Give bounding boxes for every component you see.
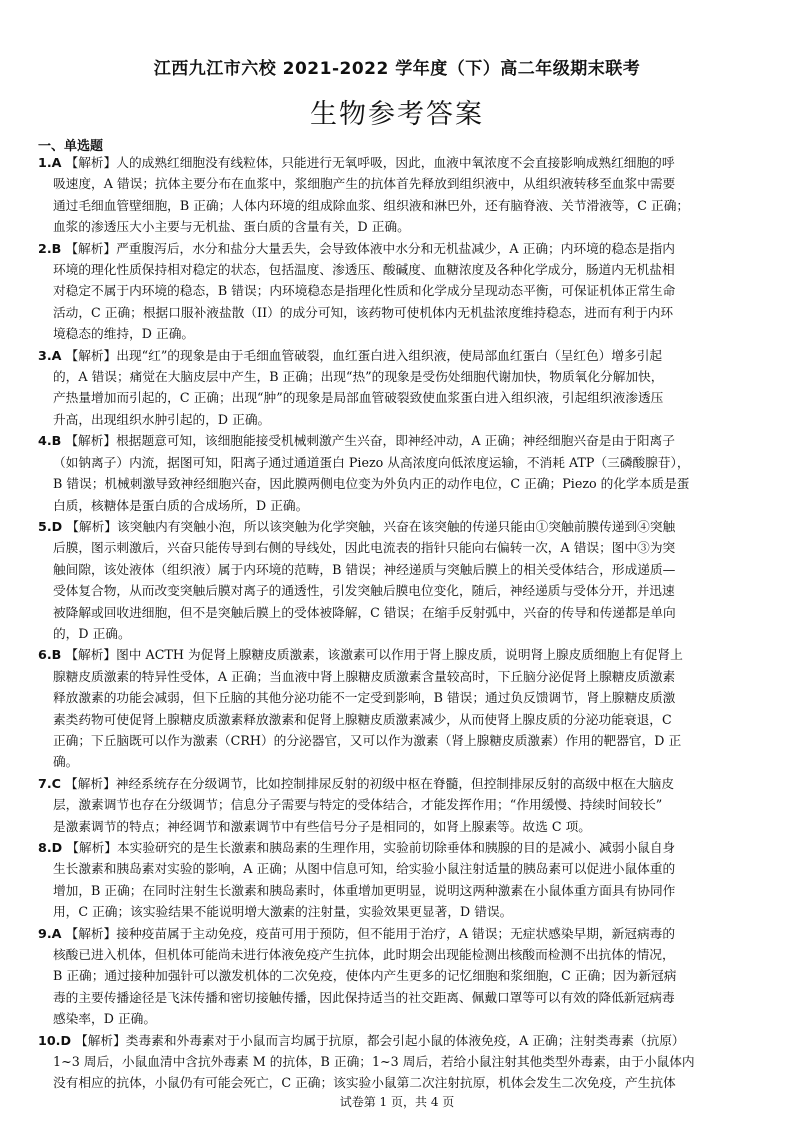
answer-line xyxy=(38,323,760,344)
answer-line xyxy=(38,195,760,216)
answer-text: 通过毛细血管壁细胞，B 正确；人体内环境的组成除血浆、组织液和淋巴外，还有脑脊液、关节滑液等，C 正确； xyxy=(53,197,690,213)
answer-item xyxy=(38,923,760,1030)
answer-line xyxy=(38,345,760,366)
answer-line xyxy=(38,687,760,708)
answer-text: 【解析】图中 ACTH 为促肾上腺糖皮质激素，该激素可以作用于肾上腺皮质，说明肾上腺皮质细胞上有促肾上 xyxy=(65,647,683,663)
answer-text: 【解析】本实验研究的是生长激素和胰岛素的生理作用，实验前切除垂体和胰腺的目的是减小、减弱小鼠自身 xyxy=(66,840,676,855)
answer-item xyxy=(38,152,760,238)
answer-line xyxy=(38,858,760,879)
answer-line xyxy=(38,623,760,644)
answer-line xyxy=(38,238,760,259)
document-title: 生物参考答案 xyxy=(310,99,484,130)
answer-item xyxy=(38,837,760,923)
answer-text: 环境的理化性质保持相对稳定的状态，包括温度、渗透压、酸碱度、血糖浓度及各种化学成分，肠道内无机盐相 xyxy=(53,262,675,278)
answer-line xyxy=(38,816,760,837)
answer-line xyxy=(38,1051,760,1072)
answer-text: 增加，B 正确；在同时注射生长激素和胰岛素时，体重增加更明显，说明这两种激素在小鼠体重方面具有协同作 xyxy=(53,882,676,898)
answer-line xyxy=(38,216,760,237)
answer-line xyxy=(38,987,760,1008)
answer-number: 2.B xyxy=(38,240,62,256)
answer-line xyxy=(38,259,760,280)
answer-text: B 错误；机械刺激导致神经细胞兴奋，因此膜两侧电位变为外负内正的动作电位，C 正确；Piezo 的化学本质是蛋 xyxy=(53,476,690,492)
answer-item xyxy=(38,430,760,516)
answer-line xyxy=(38,730,760,751)
answer-line xyxy=(38,537,760,558)
answer-text: 释放激素的功能会减弱，但下丘脑的其他分泌功能不一定受到影响，B 错误；通过负反馈调节，肾上腺糖皮质激 xyxy=(53,690,676,706)
answer-text: 【解析】严重腹泻后，水分和盐分大量丢失，会导致体液中水分和无机盐减少，A 正确；内环境的稳态是指内 xyxy=(65,240,675,256)
answer-line xyxy=(38,473,760,494)
answer-text: 对稳定不属于内环境的稳态，B 错误；内环境稳态是指理化性质和化学成分呈现动态平衡，可保证机体正常生命 xyxy=(53,283,676,299)
answer-text: 【解析】该突触内有突触小泡，所以该突触为化学突触，兴奋在该突触的传递只能由①突触前膜传递到④突触 xyxy=(66,518,676,534)
answer-line xyxy=(38,280,760,301)
answer-line xyxy=(38,387,760,408)
answer-number: 6.B xyxy=(38,647,62,663)
answer-text: 毒的主要传播途径是飞沫传播和密切接触传播，因此保持适当的社交距离、佩戴口罩等可以有效的降低新冠病毒 xyxy=(53,989,675,1005)
answer-text: 没有相应的抗体，小鼠仍有可能会死亡，C 正确；该实验小鼠第二次注射抗原，机体会发生二次免疫，产生抗体 xyxy=(53,1075,676,1091)
answer-line xyxy=(38,709,760,730)
answer-line xyxy=(38,366,760,387)
answer-text: 被降解或回收进细胞，但不是突触后膜上的受体被降解，C 错误；在缩手反射弧中，兴奋的传导和传递都是单向 xyxy=(53,604,676,620)
answer-line xyxy=(38,430,760,451)
answer-text: 升高，出现组织水肿引起的，D 正确。 xyxy=(53,411,271,427)
answer-line xyxy=(38,794,760,815)
answer-line xyxy=(38,923,760,944)
answer-text: 触间隙，该处液体（组织液）属于内环境的范畴，B 错误；神经递质与突触后膜上的相关受体结合，形成递质— xyxy=(53,561,676,577)
answer-text: 层，激素调节也存在分级调节；信息分子需要与特定的受体结合，才能发挥作用；“作用缓慢、持续时间较长” xyxy=(53,797,663,813)
answer-number: 3.A xyxy=(38,347,62,363)
page-footer: 试卷第 1 页，共 4 页 xyxy=(339,1095,455,1109)
answer-text: 产热量增加而引起的，C 正确；出现“肿”的现象是局部血管破裂致使血浆蛋白进入组织液，引起组织液渗透压 xyxy=(53,390,664,406)
answer-item xyxy=(38,345,760,431)
answer-number: 10.D xyxy=(38,1032,72,1048)
answer-line xyxy=(38,173,760,194)
answer-text: 素类药物可使促肾上腺糖皮质激素释放激素和促肾上腺糖皮质激素减少，从而使肾上腺皮质的分泌功能衰退，C xyxy=(53,711,672,727)
answer-text: 后膜，图示刺激后，兴奋只能传导到右侧的导线处，因此电流表的指针只能向右偏转一次，A 错误；图中③为突 xyxy=(53,540,676,556)
answer-text: 吸速度，A 错误；抗体主要分布在血浆中，浆细胞产生的抗体首先释放到组织液中，从组织液转移至血浆中需要 xyxy=(53,176,676,192)
answer-text: 核酸已进入机体，但机体可能尚未进行体液免疫产生抗体，此时期会出现能检测出核酸而检测不出抗体的情况， xyxy=(53,947,675,963)
answer-line xyxy=(38,644,760,665)
answer-line xyxy=(38,880,760,901)
answer-text: 是激素调节的特点；神经调节和激素调节中有些信号分子是相同的，如肾上腺素等。故选 C 项。 xyxy=(53,818,591,834)
answer-text: 血浆的渗透压大小主要与无机盐、蛋白质的含量有关，D 正确。 xyxy=(53,219,410,235)
answer-line xyxy=(38,944,760,965)
answer-text: 【解析】出现“红”的现象是由于毛细血管破裂，血红蛋白进入组织液，使局部血红蛋白（呈红色）增多引起 xyxy=(65,347,663,363)
answer-line xyxy=(38,901,760,922)
answer-line xyxy=(38,1030,760,1051)
answer-text: （如钠离子）内流，据图可知，阳离子通过通道蛋白 Piezo 从高浓度向低浓度运输，不消耗 ATP（三磷酸腺苷）， xyxy=(53,454,690,470)
answer-text: 白质，核糖体是蛋白质的合成场所，D 正确。 xyxy=(53,497,309,513)
answer-line xyxy=(38,837,760,858)
answer-line xyxy=(38,602,760,623)
answer-line xyxy=(38,580,760,601)
answer-text: 确。 xyxy=(53,754,79,770)
answer-number: 1.A xyxy=(38,155,62,170)
answer-item xyxy=(38,644,760,772)
answer-text: 【解析】接种疫苗属于主动免疫，疫苗可用于预防，但不能用于治疗，A 错误；无症状感染早期，新冠病毒的 xyxy=(65,925,676,941)
section-heading: 一、单选题 xyxy=(38,139,104,154)
answer-line xyxy=(38,152,760,173)
answer-line xyxy=(38,495,760,516)
answer-item xyxy=(38,516,760,644)
answer-item xyxy=(38,238,760,345)
answer-line xyxy=(38,302,760,323)
answer-list xyxy=(38,152,760,1094)
answer-item xyxy=(38,773,760,837)
answer-text: 【解析】根据题意可知，该细胞能接受机械刺激产生兴奋，即神经冲动，A 正确；神经细胞兴奋是由于阳离子 xyxy=(65,433,675,449)
answer-number: 4.B xyxy=(38,433,62,449)
answer-line xyxy=(38,965,760,986)
answer-item xyxy=(38,1030,760,1094)
answer-text: B 正确；通过接种加强针可以激发机体的二次免疫，使体内产生更多的记忆细胞和浆细胞，C 正确；因为新冠病 xyxy=(53,968,677,984)
answer-text: 活动，C 正确；根据口服补液盐散（II）的成分可知，该药物可使机体内无机盐浓度维持稳态，进而有利于内环 xyxy=(53,304,674,320)
answer-line xyxy=(38,751,760,772)
answer-text: 受体复合物，从而改变突触后膜对离子的通透性，引发突触后膜电位变化，随后，神经递质与受体分开，并迅速 xyxy=(53,583,675,599)
answer-number: 9.A xyxy=(38,925,62,941)
answer-number: 5.D xyxy=(38,518,63,534)
answer-line xyxy=(38,409,760,430)
answer-line xyxy=(38,516,760,537)
answer-text: 用，C 正确；该实验结果不能说明增大激素的注射量，实验效果更显著，D 错误。 xyxy=(53,904,513,920)
answer-text: 【解析】类毒素和外毒素对于小鼠而言均属于抗原，都会引起小鼠的体液免疫，A 正确；注射类毒素（抗原） xyxy=(75,1032,685,1048)
answer-number: 7.C xyxy=(38,775,61,791)
answer-number: 8.D xyxy=(38,840,63,855)
answer-line xyxy=(38,1072,760,1093)
answer-text: 生长激素和胰岛素对实验的影响，A 正确；从图中信息可知，给实验小鼠注射适量的胰岛素可以促进小鼠体重的 xyxy=(53,861,676,877)
answer-text: 境稳态的维持，D 正确。 xyxy=(53,326,195,342)
exam-title: 江西九江市六校 2021-2022 学年度（下）高二年级期末联考 xyxy=(153,59,641,79)
answer-text: 【解析】神经系统存在分级调节，比如控制排尿反射的初级中枢在脊髓，但控制排尿反射的高级中枢在大脑皮 xyxy=(65,775,675,791)
answer-line xyxy=(38,666,760,687)
answer-text: 的，A 错误；痛觉在大脑皮层中产生，B 正确；出现“热”的现象是受伤处细胞代谢加快，物质氧化分解加快， xyxy=(53,369,664,385)
answer-text: 的，D 正确。 xyxy=(53,625,131,641)
answer-line xyxy=(38,452,760,473)
answer-line xyxy=(38,773,760,794)
answer-text: 腺糖皮质激素的特异性受体，A 正确；当血液中肾上腺糖皮质激素含量较高时，下丘脑分泌促肾上腺糖皮质激素 xyxy=(53,668,676,684)
answer-text: 正确；下丘脑既可以作为激素（CRH）的分泌器官，又可以作为激素（肾上腺糖皮质激素）作用的靶器官，D 正 xyxy=(53,732,682,748)
answer-line xyxy=(38,1008,760,1029)
answer-text: 感染率，D 正确。 xyxy=(53,1011,157,1027)
answer-line xyxy=(38,559,760,580)
answer-text: 【解析】人的成熟红细胞没有线粒体，只能进行无氧呼吸，因此，血液中氧浓度不会直接影响成熟红细胞的呼 xyxy=(65,155,675,170)
answer-text: 1~3 周后，小鼠血清中含抗外毒素 M 的抗体，B 正确；1~3 周后，若给小鼠注射其他类型外毒素，由于小鼠体内 xyxy=(53,1054,695,1070)
